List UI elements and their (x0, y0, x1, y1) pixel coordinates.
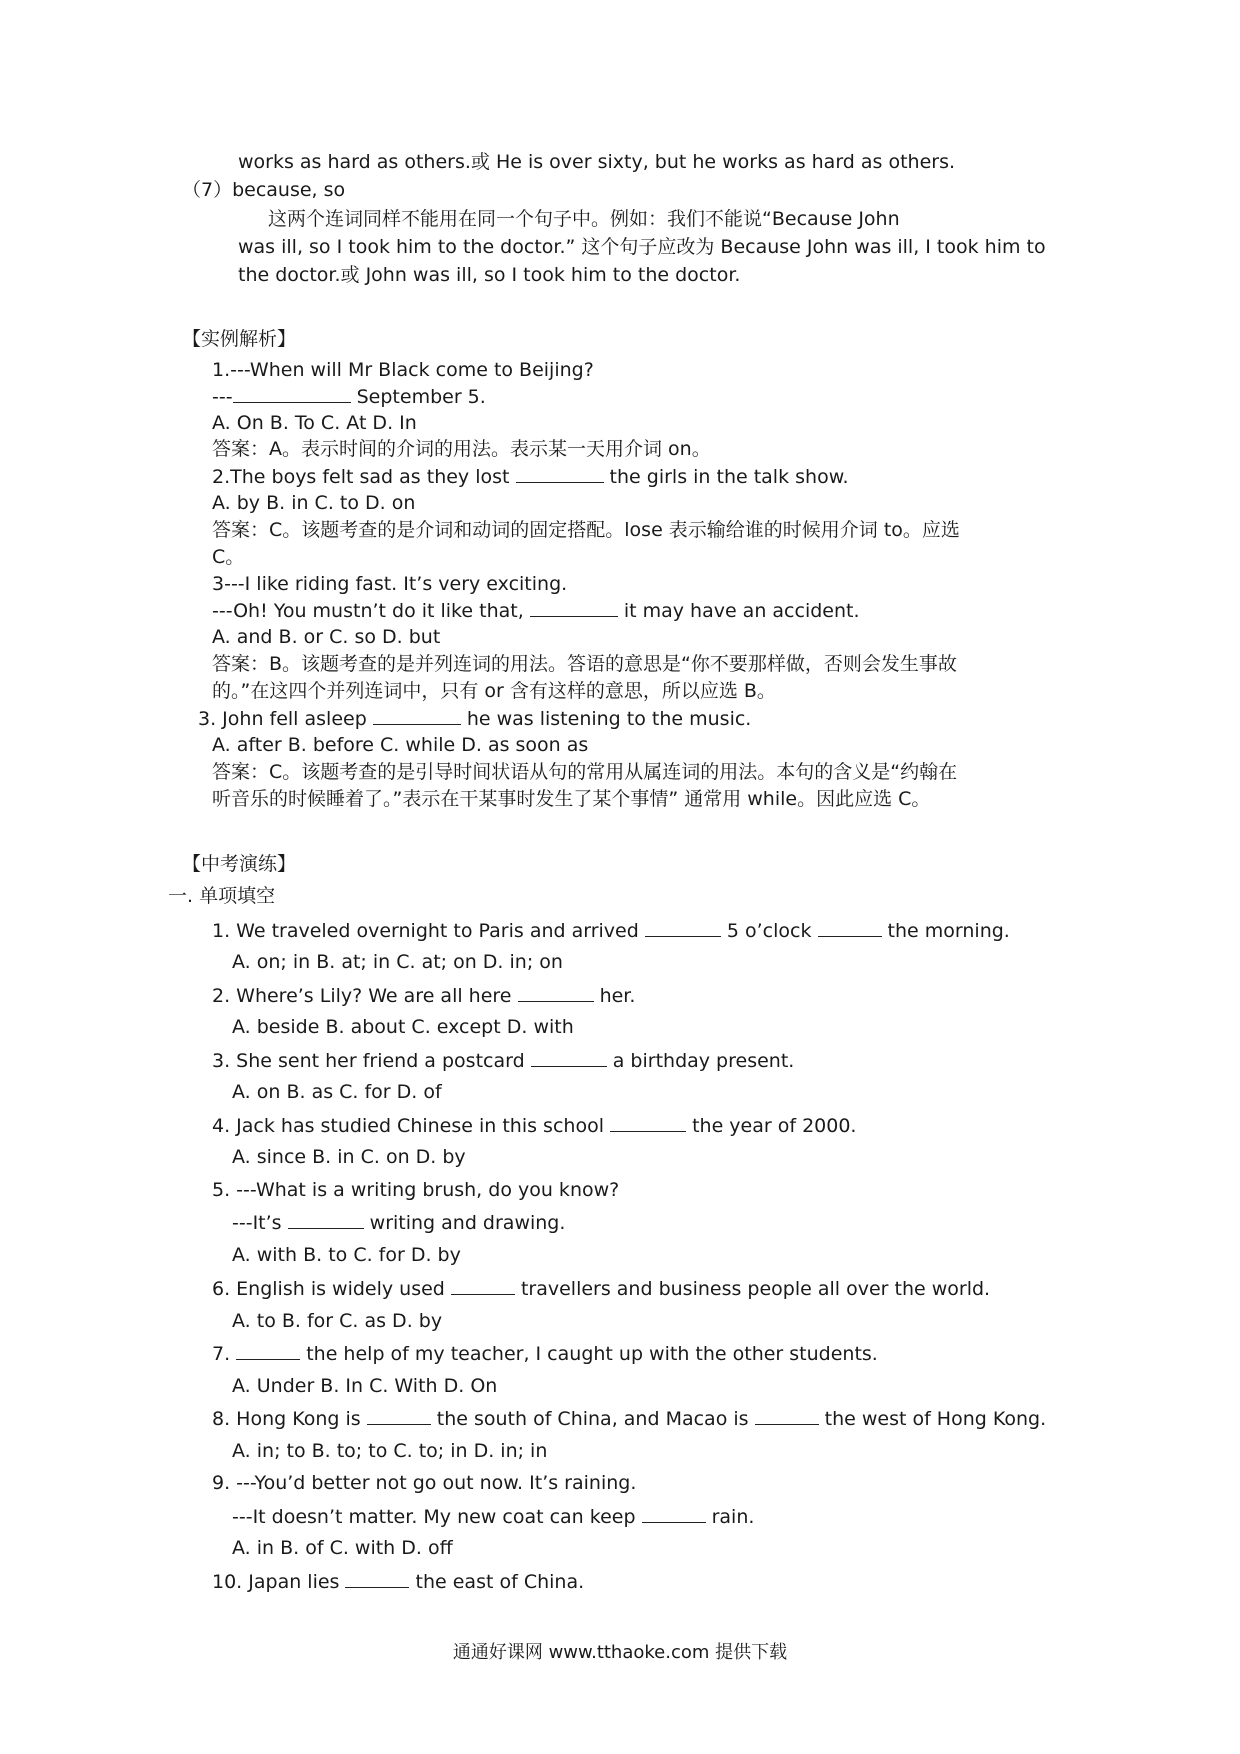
answer-blank (451, 1276, 515, 1295)
practice-q3-options: A. on B. as C. for D. of (232, 1081, 442, 1103)
example-2-question-suffix: the girls in the talk show. (603, 466, 849, 488)
answer-blank (367, 1406, 431, 1425)
q1-part-1: 1. We traveled overnight to Paris and arrived (212, 920, 645, 942)
intro-line-4: the doctor.或 John was ill, so I took him to the doctor. (238, 264, 741, 286)
practice-q1-options: A. on; in B. at; in C. at; on D. in; on (232, 951, 563, 973)
answer-blank (518, 983, 594, 1002)
q8-part-2: the south of China, and Macao is (430, 1408, 755, 1430)
answer-blank (645, 918, 721, 937)
q10-part-2: the east of China. (409, 1571, 585, 1593)
example-3-question: 3---I like riding fast. It’s very exciting. (212, 573, 568, 595)
intro-line-2: 这两个连词同样不能用在同一个句子中。例如：我们不能说“Because John (268, 208, 900, 230)
answer-blank (288, 1210, 364, 1229)
example-3-explanation-1: 答案：B。该题考查的是并列连词的用法。答语的意思是“你不要那样做，否则会发生事故 (212, 653, 957, 675)
practice-q8-options: A. in; to B. to; to C. to; in D. in; in (232, 1440, 548, 1462)
q3-part-1: 3. She sent her friend a postcard (212, 1050, 531, 1072)
answer-blank (531, 1048, 607, 1067)
example-3-answer-line (212, 598, 860, 623)
example-1-explanation: 答案：A。表示时间的介词的用法。表示某一天用介词 on。 (212, 438, 711, 460)
practice-heading: 【中考演练】 (182, 853, 297, 875)
example-3-answer-prefix: ---Oh! You mustn’t do it like that, (212, 600, 530, 622)
answer-blank (642, 1504, 706, 1523)
answer-blank (373, 706, 461, 725)
practice-q3 (212, 1048, 794, 1073)
intro-line-1: works as hard as others.或 He is over sixty, but he works as hard as others. (238, 151, 956, 173)
example-2-explanation-2: C。 (212, 546, 245, 568)
practice-q2-options: A. beside B. about C. except D. with (232, 1016, 574, 1038)
example-4-question-prefix: 3. John fell asleep (198, 708, 373, 730)
answer-blank (818, 918, 882, 937)
example-4-explanation-1: 答案：C。该题考查的是引导时间状语从句的常用从属连词的用法。本句的含义是“约翰在 (212, 761, 958, 783)
q1-part-3: the morning. (881, 920, 1010, 942)
examples-heading: 【实例解析】 (182, 328, 297, 350)
practice-section-title: 一. 单项填空 (168, 885, 276, 907)
practice-q5-line-2 (232, 1210, 565, 1235)
practice-q8 (212, 1406, 1046, 1431)
example-1-answer-line (212, 384, 486, 409)
example-2-options: A. by B. in C. to D. on (212, 492, 416, 514)
q8-part-3: the west of Hong Kong. (818, 1408, 1047, 1430)
q6-part-2: travellers and business people all over the world. (514, 1278, 991, 1300)
answer-blank (345, 1569, 409, 1588)
practice-q9-line-2 (232, 1504, 754, 1529)
q9-part-3: rain. (705, 1506, 755, 1528)
answer-blank (516, 464, 604, 483)
q3-part-2: a birthday present. (606, 1050, 795, 1072)
example-4-explanation-2: 听音乐的时候睡着了。”表示在干某事时发生了某个事情” 通常用 while。因此应选 C。 (212, 788, 931, 810)
practice-q4-options: A. since B. in C. on D. by (232, 1146, 466, 1168)
practice-q6 (212, 1276, 990, 1301)
q2-part-1: 2. Where’s Lily? We are all here (212, 985, 518, 1007)
practice-q7-options: A. Under B. In C. With D. On (232, 1375, 498, 1397)
q1-part-2: 5 o’clock (720, 920, 818, 942)
practice-q1 (212, 918, 1010, 943)
q2-part-2: her. (593, 985, 636, 1007)
answer-blank (530, 598, 618, 617)
answer-blank (755, 1406, 819, 1425)
practice-q5-line-1: 5. ---What is a writing brush, do you know? (212, 1179, 620, 1201)
section-7-heading: （7）because, so (182, 179, 346, 201)
practice-q9-options: A. in B. of C. with D. off (232, 1537, 453, 1559)
answer-blank (233, 384, 351, 403)
q5-part-3: writing and drawing. (363, 1212, 566, 1234)
q6-part-1: 6. English is widely used (212, 1278, 451, 1300)
example-1-question: 1.---When will Mr Black come to Beijing? (212, 359, 594, 381)
practice-q10 (212, 1569, 584, 1594)
example-2-question (212, 464, 849, 489)
page-footer: 通通好课网 www.tthaoke.com 提供下载 (452, 1642, 788, 1663)
q10-part-1: 10. Japan lies (212, 1571, 346, 1593)
example-1-answer-suffix: September 5. (350, 386, 486, 408)
practice-q9-line-1: 9. ---You’d better not go out now. It’s raining. (212, 1472, 637, 1494)
q4-part-1: 4. Jack has studied Chinese in this school (212, 1115, 611, 1137)
q9-part-2: ---It doesn’t matter. My new coat can keep (232, 1506, 642, 1528)
example-1-options: A. On B. To C. At D. In (212, 412, 417, 434)
example-3-explanation-2: 的。”在这四个并列连词中，只有 or 含有这样的意思，所以应选 B。 (212, 680, 776, 702)
example-3-answer-suffix: it may have an accident. (617, 600, 860, 622)
example-1-answer-prefix: --- (212, 386, 233, 408)
practice-q7 (212, 1341, 878, 1366)
q8-part-1: 8. Hong Kong is (212, 1408, 367, 1430)
q5-part-2: ---It’s (232, 1212, 288, 1234)
answer-blank (236, 1341, 300, 1360)
q4-part-2: the year of 2000. (686, 1115, 857, 1137)
intro-line-3: was ill, so I took him to the doctor.” 这个句子应改为 Because John was ill, I took him to (238, 236, 1046, 258)
practice-q6-options: A. to B. for C. as D. by (232, 1310, 443, 1332)
answer-blank (610, 1113, 686, 1132)
example-4-question (198, 706, 751, 731)
example-2-question-prefix: 2.The boys felt sad as they lost (212, 466, 516, 488)
example-3-options: A. and B. or C. so D. but (212, 626, 441, 648)
practice-q5-options: A. with B. to C. for D. by (232, 1244, 461, 1266)
example-4-options: A. after B. before C. while D. as soon as (212, 734, 589, 756)
practice-q2 (212, 983, 635, 1008)
q7-part-1: 7. (212, 1343, 237, 1365)
example-4-question-suffix: he was listening to the music. (460, 708, 752, 730)
example-2-explanation-1: 答案：C。该题考查的是介词和动词的固定搭配。lose 表示输给谁的时候用介词 to。应选 (212, 519, 960, 541)
q7-part-2: the help of my teacher, I caught up with the other students. (300, 1343, 878, 1365)
practice-q4 (212, 1113, 856, 1138)
